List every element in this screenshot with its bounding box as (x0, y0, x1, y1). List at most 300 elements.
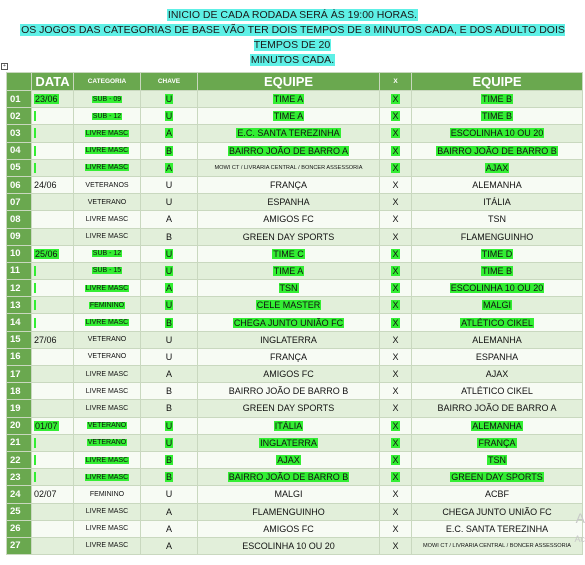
match-category (74, 520, 141, 537)
match-category-text: VETERANO (87, 198, 127, 206)
match-category-text: VETERANO (87, 439, 127, 447)
watermark-letter: A (575, 510, 585, 526)
match-number (7, 91, 32, 108)
match-key-text: A (165, 283, 172, 294)
match-key (141, 262, 198, 279)
table-row (7, 142, 583, 159)
versus-mark (380, 434, 412, 451)
match-number-text: 23 (10, 471, 21, 483)
versus-mark-text: X (392, 283, 399, 294)
team-away (412, 383, 583, 400)
team-away-text: GREEN DAY SPORTS (451, 472, 543, 483)
team-away (412, 486, 583, 503)
team-away-text: TIME B (481, 94, 512, 105)
match-date (32, 520, 74, 537)
match-number-text: 26 (10, 523, 21, 535)
match-date-text (34, 163, 36, 173)
match-category-text: LIVRE MASC (85, 404, 129, 412)
table-header-row (7, 73, 583, 91)
team-home-text: ESPANHA (267, 197, 310, 208)
match-date (32, 417, 74, 434)
match-key-text: A (165, 506, 172, 517)
team-away (412, 194, 583, 211)
match-key-text: A (165, 523, 172, 534)
team-home (198, 280, 380, 297)
match-key-text: B (165, 455, 172, 466)
table-row (7, 366, 583, 383)
match-number-text: 13 (10, 299, 21, 311)
table-row (7, 194, 583, 211)
match-category (74, 228, 141, 245)
team-home (198, 486, 380, 503)
match-date (32, 142, 74, 159)
versus-mark (380, 91, 412, 108)
team-away-text: FRANÇA (478, 437, 516, 448)
team-home-text: FLAMENGUINHO (252, 506, 325, 517)
team-home (198, 125, 380, 142)
match-category (74, 348, 141, 365)
match-category-text: LIVRE MASC (85, 542, 129, 550)
match-key-text: U (165, 351, 173, 362)
versus-mark (380, 400, 412, 417)
team-away-text: ALEMANHA (472, 334, 522, 345)
match-date (32, 366, 74, 383)
team-home-text: AJAX (277, 455, 300, 466)
match-date (32, 176, 74, 193)
team-home (198, 262, 380, 279)
team-home-text: E.C. SANTA TEREZINHA (237, 128, 340, 139)
team-home (198, 297, 380, 314)
versus-mark-text: X (392, 351, 399, 362)
match-number-text: 19 (10, 402, 21, 414)
match-category-text: LIVRE MASC (85, 387, 129, 395)
team-away-text: ALEMANHA (472, 420, 522, 431)
versus-mark-text: X (392, 403, 399, 414)
match-category-text: LIVRE MASC (85, 473, 129, 481)
col-header-key: CHAVE (141, 73, 198, 91)
team-away (412, 125, 583, 142)
match-key-text: B (165, 386, 172, 397)
team-home-text: BAIRRO JOÃO DE BARRO B (228, 386, 349, 397)
team-home (198, 400, 380, 417)
team-home (198, 228, 380, 245)
team-away-text: BAIRRO JOÃO DE BARRO A (437, 403, 557, 414)
table-row (7, 245, 583, 262)
team-away-text: CHEGA JUNTO UNIÃO FC (442, 506, 552, 517)
table-row (7, 176, 583, 193)
team-home-text: GREEN DAY SPORTS (242, 403, 335, 414)
match-category-text: FEMININO (89, 490, 125, 498)
match-key-text: U (165, 420, 173, 431)
match-number (7, 520, 32, 537)
team-home (198, 159, 380, 176)
match-number (7, 125, 32, 142)
col-header-team-2: EQUIPE (412, 73, 583, 91)
match-date (32, 314, 74, 331)
match-number (7, 159, 32, 176)
team-away-text: AJAX (485, 369, 509, 380)
match-category-text: LIVRE MASC (85, 525, 129, 533)
match-key (141, 417, 198, 434)
match-number (7, 348, 32, 365)
versus-mark-text: X (392, 111, 399, 122)
match-number-text: 16 (10, 351, 21, 363)
match-date (32, 108, 74, 125)
match-category-text: LIVRE MASC (85, 370, 129, 378)
team-home-text: TIME A (273, 94, 304, 105)
match-number (7, 503, 32, 520)
versus-mark (380, 366, 412, 383)
versus-mark-text: X (392, 369, 399, 380)
versus-mark-text: X (392, 455, 399, 466)
match-category (74, 486, 141, 503)
team-home-text: INGLATERRA (260, 334, 317, 345)
team-home-text: GREEN DAY SPORTS (242, 231, 335, 242)
match-category (74, 176, 141, 193)
match-date (32, 91, 74, 108)
match-date (32, 262, 74, 279)
team-away (412, 314, 583, 331)
match-date-text: 25/06 (35, 248, 58, 259)
team-away-text: TSN (488, 455, 506, 466)
table-row (7, 434, 583, 451)
team-home-text: CHEGA JUNTO UNIÃO FC (233, 317, 344, 328)
team-away (412, 211, 583, 228)
match-key (141, 383, 198, 400)
table-row (7, 297, 583, 314)
team-home-text: MALGI (274, 489, 303, 500)
team-away-text: TIME B (481, 111, 512, 122)
match-date (32, 125, 74, 142)
team-home (198, 91, 380, 108)
match-date-text (34, 111, 36, 121)
match-category-text: VETERANO (87, 353, 127, 361)
match-category (74, 91, 141, 108)
match-key (141, 503, 198, 520)
match-number-text: 17 (10, 368, 21, 380)
versus-mark-text: X (392, 248, 399, 259)
match-number (7, 400, 32, 417)
match-category (74, 451, 141, 468)
table-row (7, 280, 583, 297)
match-number (7, 314, 32, 331)
match-date-text: 23/06 (35, 94, 58, 105)
table-row (7, 520, 583, 537)
match-key (141, 451, 198, 468)
match-date-text (34, 455, 36, 465)
match-category (74, 211, 141, 228)
match-number (7, 297, 32, 314)
team-away (412, 520, 583, 537)
table-row (7, 159, 583, 176)
match-date-text (34, 266, 36, 276)
match-key (141, 400, 198, 417)
match-key (141, 314, 198, 331)
match-date-text: 02/07 (34, 489, 57, 500)
match-key-text: B (165, 317, 172, 328)
versus-mark (380, 108, 412, 125)
versus-mark (380, 194, 412, 211)
match-number-text: 18 (10, 385, 21, 397)
match-number (7, 417, 32, 434)
team-away (412, 245, 583, 262)
team-away (412, 280, 583, 297)
match-number-text: 10 (10, 248, 21, 260)
team-home (198, 451, 380, 468)
team-home-text: BAIRRO JOÃO DE BARRO A (228, 145, 349, 156)
team-away-text: ATLÉTICO CIKEL (461, 386, 533, 397)
match-category-text: VETERANO (87, 336, 127, 344)
team-home-text: FRANÇA (269, 351, 307, 362)
match-key (141, 211, 198, 228)
match-key (141, 245, 198, 262)
match-category (74, 383, 141, 400)
match-key-text: A (165, 540, 172, 551)
team-home-text: INGLATERRA (260, 437, 317, 448)
team-home-text: ESCOLINHA 10 OU 20 (242, 540, 335, 551)
versus-mark (380, 417, 412, 434)
match-number (7, 434, 32, 451)
match-number-text: 15 (10, 334, 21, 346)
table-row (7, 417, 583, 434)
team-home-text: CELE MASTER (256, 300, 321, 311)
versus-mark-text: X (392, 420, 399, 431)
match-key (141, 486, 198, 503)
match-date (32, 537, 74, 554)
match-number-text: 05 (10, 162, 21, 174)
match-category (74, 280, 141, 297)
table-row (7, 125, 583, 142)
table-row (7, 469, 583, 486)
match-key (141, 91, 198, 108)
table-row (7, 331, 583, 348)
team-away-text: MALGI (482, 300, 511, 311)
team-home (198, 503, 380, 520)
match-key-text: U (165, 300, 173, 311)
match-key (141, 331, 198, 348)
match-key-text: A (165, 128, 172, 139)
team-away-text: AJAX (485, 162, 509, 173)
team-home (198, 108, 380, 125)
versus-mark (380, 125, 412, 142)
col-header-x: X (380, 73, 412, 91)
versus-mark-text: X (392, 214, 399, 225)
match-category (74, 125, 141, 142)
match-number-text: 21 (10, 437, 21, 449)
match-number (7, 537, 32, 554)
match-category-text: LIVRE MASC (85, 147, 129, 155)
team-home (198, 434, 380, 451)
table-row (7, 503, 583, 520)
match-number-text: 04 (10, 145, 21, 157)
match-number (7, 176, 32, 193)
match-key-text: B (165, 145, 172, 156)
match-key (141, 125, 198, 142)
team-away-text: E.C. SANTA TEREZINHA (445, 523, 549, 534)
match-key (141, 434, 198, 451)
match-category (74, 537, 141, 554)
table-row (7, 228, 583, 245)
versus-mark (380, 176, 412, 193)
team-away (412, 417, 583, 434)
match-date (32, 245, 74, 262)
match-number-text: 08 (10, 213, 21, 225)
team-home-text: BAIRRO JOÃO DE BARRO B (228, 472, 349, 483)
team-home (198, 331, 380, 348)
versus-mark-text: X (392, 197, 399, 208)
match-category (74, 503, 141, 520)
versus-mark (380, 537, 412, 554)
match-number (7, 280, 32, 297)
versus-mark-text: X (392, 162, 399, 173)
versus-mark (380, 503, 412, 520)
match-date (32, 211, 74, 228)
match-date (32, 228, 74, 245)
versus-mark (380, 297, 412, 314)
match-number (7, 262, 32, 279)
versus-mark-text: X (392, 386, 399, 397)
team-away-text: ATLÉTICO CIKEL (461, 317, 533, 328)
col-header-team-1: EQUIPE (198, 73, 380, 91)
versus-mark-text: X (392, 472, 399, 483)
table-move-handle-icon[interactable]: + (1, 63, 8, 70)
team-home-text: AMIGOS FC (263, 369, 314, 380)
match-key (141, 228, 198, 245)
match-date-text (34, 438, 36, 448)
match-date (32, 486, 74, 503)
notice-line-2: OS JOGOS DAS CATEGORIAS DE BASE VÃO TER DOIS TEMPOS DE 8 MINUTOS CADA, E DOS ADULTO DOIS TEMPOS DE 20 (21, 24, 565, 51)
match-key-text: U (165, 180, 173, 191)
match-key-text: U (165, 265, 173, 276)
match-date (32, 434, 74, 451)
match-key (141, 537, 198, 554)
match-category (74, 262, 141, 279)
match-date-text (34, 146, 36, 156)
match-number-text: 24 (10, 488, 21, 500)
match-key (141, 194, 198, 211)
match-category-text: VETERANOS (85, 181, 129, 189)
versus-mark (380, 262, 412, 279)
match-key-text: B (165, 403, 172, 414)
team-home (198, 142, 380, 159)
versus-mark (380, 451, 412, 468)
versus-mark (380, 348, 412, 365)
table-row (7, 383, 583, 400)
match-number (7, 108, 32, 125)
team-away-text: ESCOLINHA 10 OU 20 (450, 283, 544, 294)
match-date (32, 348, 74, 365)
match-number (7, 366, 32, 383)
team-home (198, 537, 380, 554)
col-header-date: DATA (32, 73, 74, 91)
versus-mark-text: X (392, 489, 399, 500)
versus-mark (380, 331, 412, 348)
match-key (141, 108, 198, 125)
team-away-text: TIME D (481, 248, 513, 259)
team-away (412, 400, 583, 417)
match-date-text: 27/06 (34, 334, 57, 345)
match-key (141, 142, 198, 159)
match-number-text: 02 (10, 110, 21, 122)
match-date-text (34, 318, 36, 328)
match-key-text: B (165, 231, 172, 242)
versus-mark (380, 245, 412, 262)
match-date (32, 280, 74, 297)
match-category (74, 314, 141, 331)
match-date-text (34, 472, 36, 482)
match-key (141, 469, 198, 486)
versus-mark-text: X (392, 145, 399, 156)
match-date-text (34, 300, 36, 310)
match-date (32, 469, 74, 486)
team-away (412, 176, 583, 193)
table-row (7, 451, 583, 468)
versus-mark-text: X (392, 437, 399, 448)
match-number-text: 25 (10, 506, 21, 518)
match-number (7, 194, 32, 211)
schedule-notice (0, 8, 585, 68)
col-header-number (7, 73, 32, 91)
match-key (141, 280, 198, 297)
versus-mark (380, 228, 412, 245)
team-away (412, 434, 583, 451)
team-away (412, 451, 583, 468)
versus-mark (380, 486, 412, 503)
match-number-text: 06 (10, 179, 21, 191)
team-home (198, 176, 380, 193)
match-date (32, 331, 74, 348)
team-away-text: ITÁLIA (483, 197, 511, 208)
match-date (32, 503, 74, 520)
team-away (412, 142, 583, 159)
match-number (7, 142, 32, 159)
versus-mark-text: X (392, 334, 399, 345)
match-category (74, 417, 141, 434)
team-home (198, 366, 380, 383)
table-row (7, 262, 583, 279)
versus-mark-text: X (392, 231, 399, 242)
versus-mark (380, 520, 412, 537)
match-category-text: SUB - 09 (92, 95, 122, 103)
team-home (198, 348, 380, 365)
table-row (7, 400, 583, 417)
match-key (141, 366, 198, 383)
team-home (198, 520, 380, 537)
match-category-text: SUB - 12 (92, 112, 122, 120)
team-away-text: TSN (488, 214, 506, 225)
team-away (412, 262, 583, 279)
match-number-text: 01 (10, 93, 21, 105)
match-number (7, 469, 32, 486)
versus-mark-text: X (392, 180, 399, 191)
match-date (32, 159, 74, 176)
match-category-text: FEMININO (89, 301, 125, 309)
table-row (7, 314, 583, 331)
team-home (198, 194, 380, 211)
team-away-text: ESCOLINHA 10 OU 20 (450, 128, 544, 139)
match-category (74, 434, 141, 451)
versus-mark (380, 383, 412, 400)
match-category (74, 366, 141, 383)
team-away (412, 108, 583, 125)
team-away (412, 91, 583, 108)
match-key-text: A (165, 162, 172, 173)
match-date-text: 24/06 (34, 180, 57, 191)
match-date-text (34, 283, 36, 293)
match-number-text: 03 (10, 127, 21, 139)
match-number (7, 331, 32, 348)
match-number-text: 27 (10, 540, 21, 552)
